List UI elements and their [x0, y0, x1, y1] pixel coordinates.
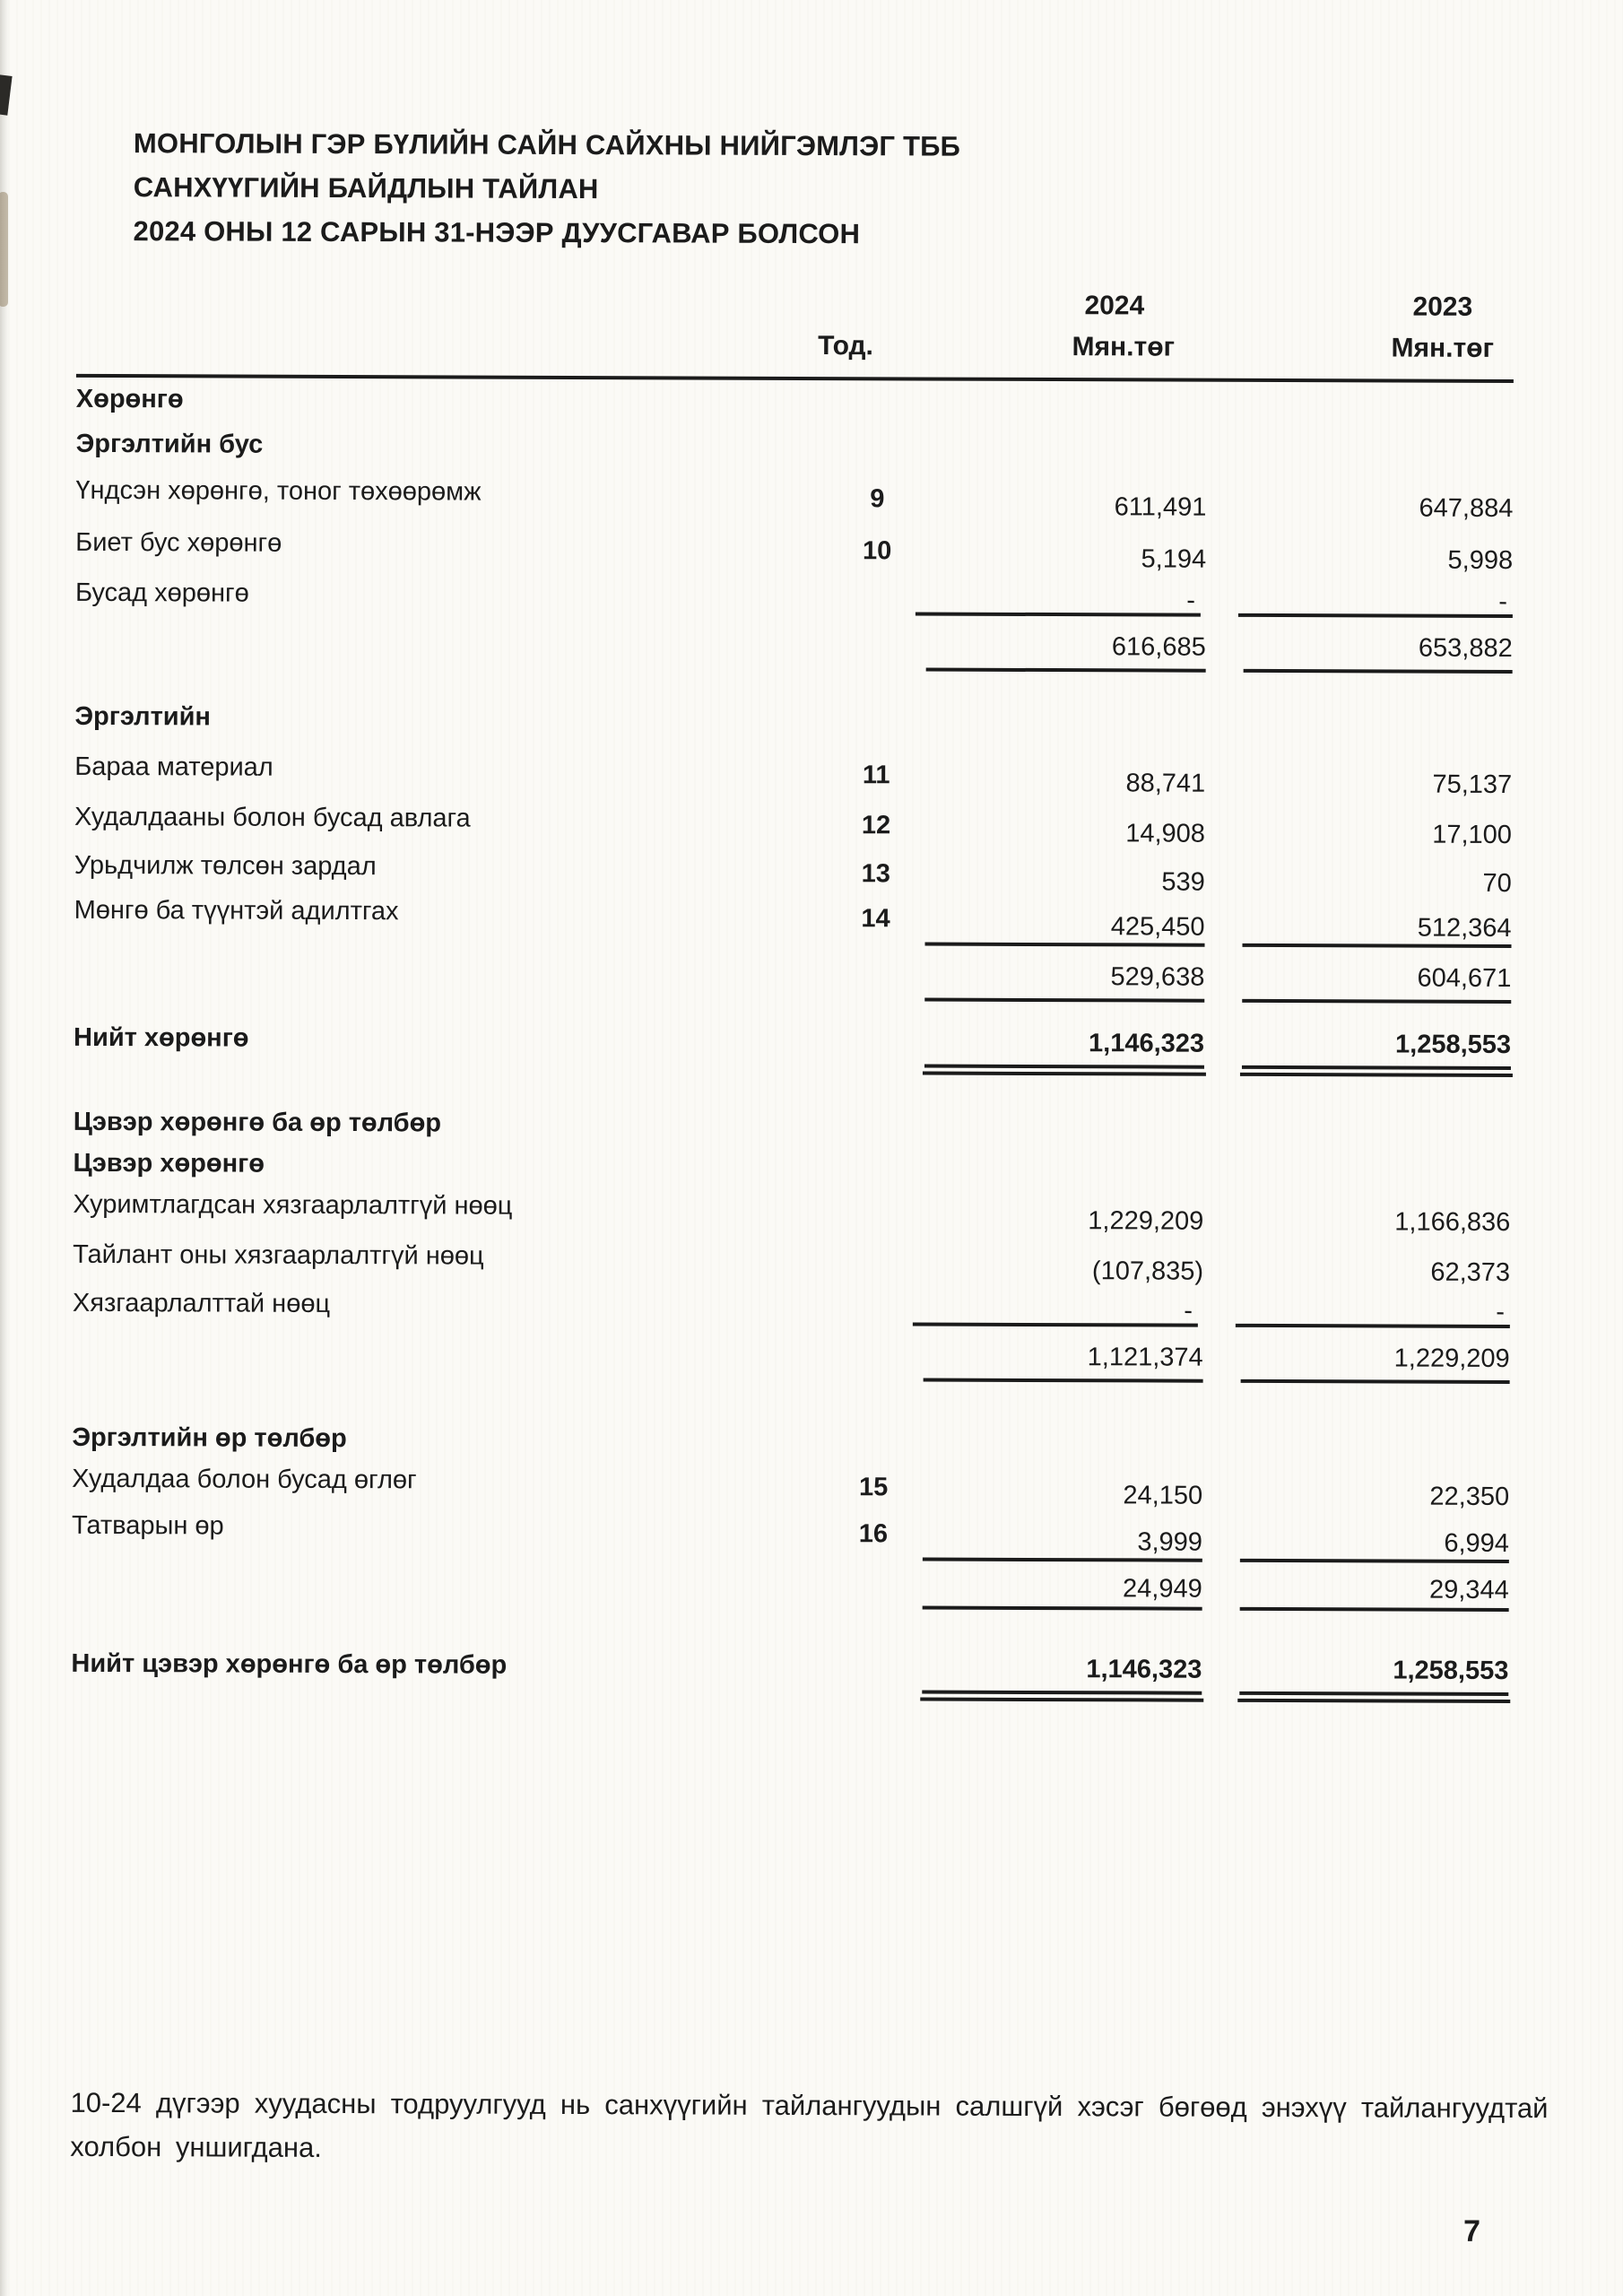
value-2024: - — [913, 1290, 1198, 1326]
value-2024: 616,685 — [926, 625, 1206, 673]
section-row: Эргэлтийн — [74, 701, 212, 732]
value-2024: 1,146,323 — [924, 1020, 1204, 1069]
value-2024: 14,908 — [1125, 819, 1206, 848]
total-row: Нийт хөрөнгө 1,146,323 1,258,553 — [74, 1016, 1511, 1070]
value-2024: 1,121,374 — [924, 1335, 1203, 1383]
page-number: 7 — [1462, 2213, 1480, 2248]
value-2024: (107,835) — [1091, 1257, 1204, 1286]
unit-header-row — [76, 327, 1514, 376]
report-title: САНХҮҮГИЙН БАЙДЛЫН ТАЙЛАН — [133, 171, 599, 205]
table-row: Худалдаа болон бусад өглөг 15 24,150 22,350 — [72, 1464, 1510, 1512]
report-header — [133, 121, 960, 257]
value-2023: 1,166,836 — [1394, 1207, 1511, 1238]
note-ref: 16 — [858, 1519, 889, 1549]
table-row: Бусад хөрөнгө - - — [75, 577, 1513, 618]
value-2024: 425,450 — [924, 898, 1204, 947]
value-2024: 539 — [1161, 867, 1205, 897]
note-ref: 15 — [858, 1473, 889, 1502]
value-2023: 62,373 — [1430, 1257, 1511, 1288]
value-2024: 1,146,323 — [922, 1646, 1202, 1695]
value-2023: 29,344 — [1240, 1570, 1509, 1612]
section-row: Цэвэр хөрөнгө — [73, 1148, 265, 1178]
col-year-2023: 2023 — [1412, 291, 1473, 322]
note-ref: 9 — [870, 484, 885, 514]
table-row: Мөнгө ба түүнтэй адилтгах 14 425,450 512,364 — [74, 894, 1511, 948]
value-2023: 647,884 — [1419, 493, 1514, 524]
table-row: Урьдчилж төлсөн зардал 13 539 70 — [74, 850, 1512, 899]
table-row: Биет бус хөрөнгө 10 5,194 5,998 — [75, 527, 1514, 576]
table-row: Татварын өр 16 3,999 6,994 — [72, 1509, 1509, 1563]
value-2023: 512,364 — [1242, 899, 1511, 948]
note-ref: 14 — [861, 904, 890, 934]
subtotal-row — [75, 622, 1513, 674]
value-2023: 17,100 — [1432, 820, 1513, 850]
section-row: Цэвэр хөрөнгө ба өр төлбөр — [73, 1107, 442, 1138]
balance-sheet-table — [71, 379, 1514, 1696]
value-2023: 75,137 — [1432, 770, 1513, 800]
note-ref: 12 — [861, 811, 891, 840]
table-row: Бараа материал 11 88,741 75,137 — [74, 752, 1513, 800]
value-2024: 3,999 — [923, 1513, 1202, 1562]
col-year-2024: 2024 — [1084, 291, 1145, 321]
value-2023: 6,994 — [1240, 1514, 1509, 1563]
table-column-headers — [76, 286, 1514, 383]
value-2023: 1,229,209 — [1241, 1336, 1510, 1384]
note-ref: 11 — [862, 761, 890, 790]
value-2023: 70 — [1482, 868, 1512, 899]
subtotal-row — [73, 1332, 1510, 1384]
value-2023: 1,258,553 — [1239, 1647, 1508, 1696]
year-header-row — [76, 286, 1514, 333]
value-2023: 22,350 — [1429, 1482, 1510, 1512]
value-2024: 24,949 — [923, 1569, 1202, 1611]
note-ref: 10 — [862, 536, 892, 566]
section-row: Хөрөнгө — [75, 384, 184, 414]
table-row: Хуримтлагдсан хязгаарлалтгүй нөөц 1,229,209 1,166,836 — [73, 1189, 1511, 1238]
value-2023: - — [1236, 1292, 1510, 1328]
subtotal-row — [72, 1565, 1509, 1612]
value-2023: 1,258,553 — [1242, 1021, 1511, 1070]
section-row: Эргэлтийн бус — [75, 429, 264, 459]
table-row: Үндсэн хөрөнгө, тоног төхөөрөмж 9 611,491 647,884 — [75, 475, 1514, 524]
value-2024: 611,491 — [1114, 492, 1207, 522]
value-2023: 604,671 — [1242, 956, 1511, 1004]
value-2023: 5,998 — [1447, 545, 1514, 576]
footnote: 10-24 дүгээр хуудасны тодруулгууд нь санхүүгийн тайлангуудын салшгүй хэсэг бөгөөд энэхүү тайлангуудтай холбон уншигдана. — [70, 2086, 1549, 2163]
value-2024: 1,229,209 — [1088, 1206, 1204, 1236]
table-row: Худалдааны болон бусад авлага 12 14,908 17,100 — [74, 802, 1513, 850]
col-unit-2024: Мян.төг — [1072, 332, 1176, 362]
value-2023: - — [1238, 581, 1513, 618]
value-2024: 529,638 — [924, 955, 1204, 1003]
subtotal-row — [74, 952, 1511, 1004]
col-unit-2023: Мян.төг — [1391, 333, 1495, 363]
value-2024: 88,741 — [1125, 769, 1206, 798]
section-row: Эргэлтийн өр төлбөр — [72, 1422, 347, 1454]
table-row: Хязгаарлалттай нөөц - - — [73, 1287, 1510, 1328]
col-note-header: Тод. — [818, 331, 873, 361]
value-2024: 5,194 — [1141, 544, 1207, 574]
total-row: Нийт цэвэр хөрөнгө ба өр төлбөр 1,146,323 1,258,553 — [71, 1642, 1508, 1696]
value-2024: 24,150 — [1123, 1481, 1203, 1510]
table-row: Тайлант оны хязгаарлалтгүй нөөц (107,835) 62,373 — [73, 1239, 1511, 1288]
value-2024: - — [916, 579, 1201, 616]
value-2023: 653,882 — [1244, 626, 1513, 674]
report-period: 2024 ОНЫ 12 САРЫН 31-НЭЭР ДУУСГАВАР БОЛСОН — [133, 215, 861, 250]
org-name: МОНГОЛЫН ГЭР БҮЛИЙН САЙН САЙХНЫ НИЙГЭМЛЭГ ТББ — [133, 127, 961, 162]
note-ref: 13 — [861, 859, 890, 889]
